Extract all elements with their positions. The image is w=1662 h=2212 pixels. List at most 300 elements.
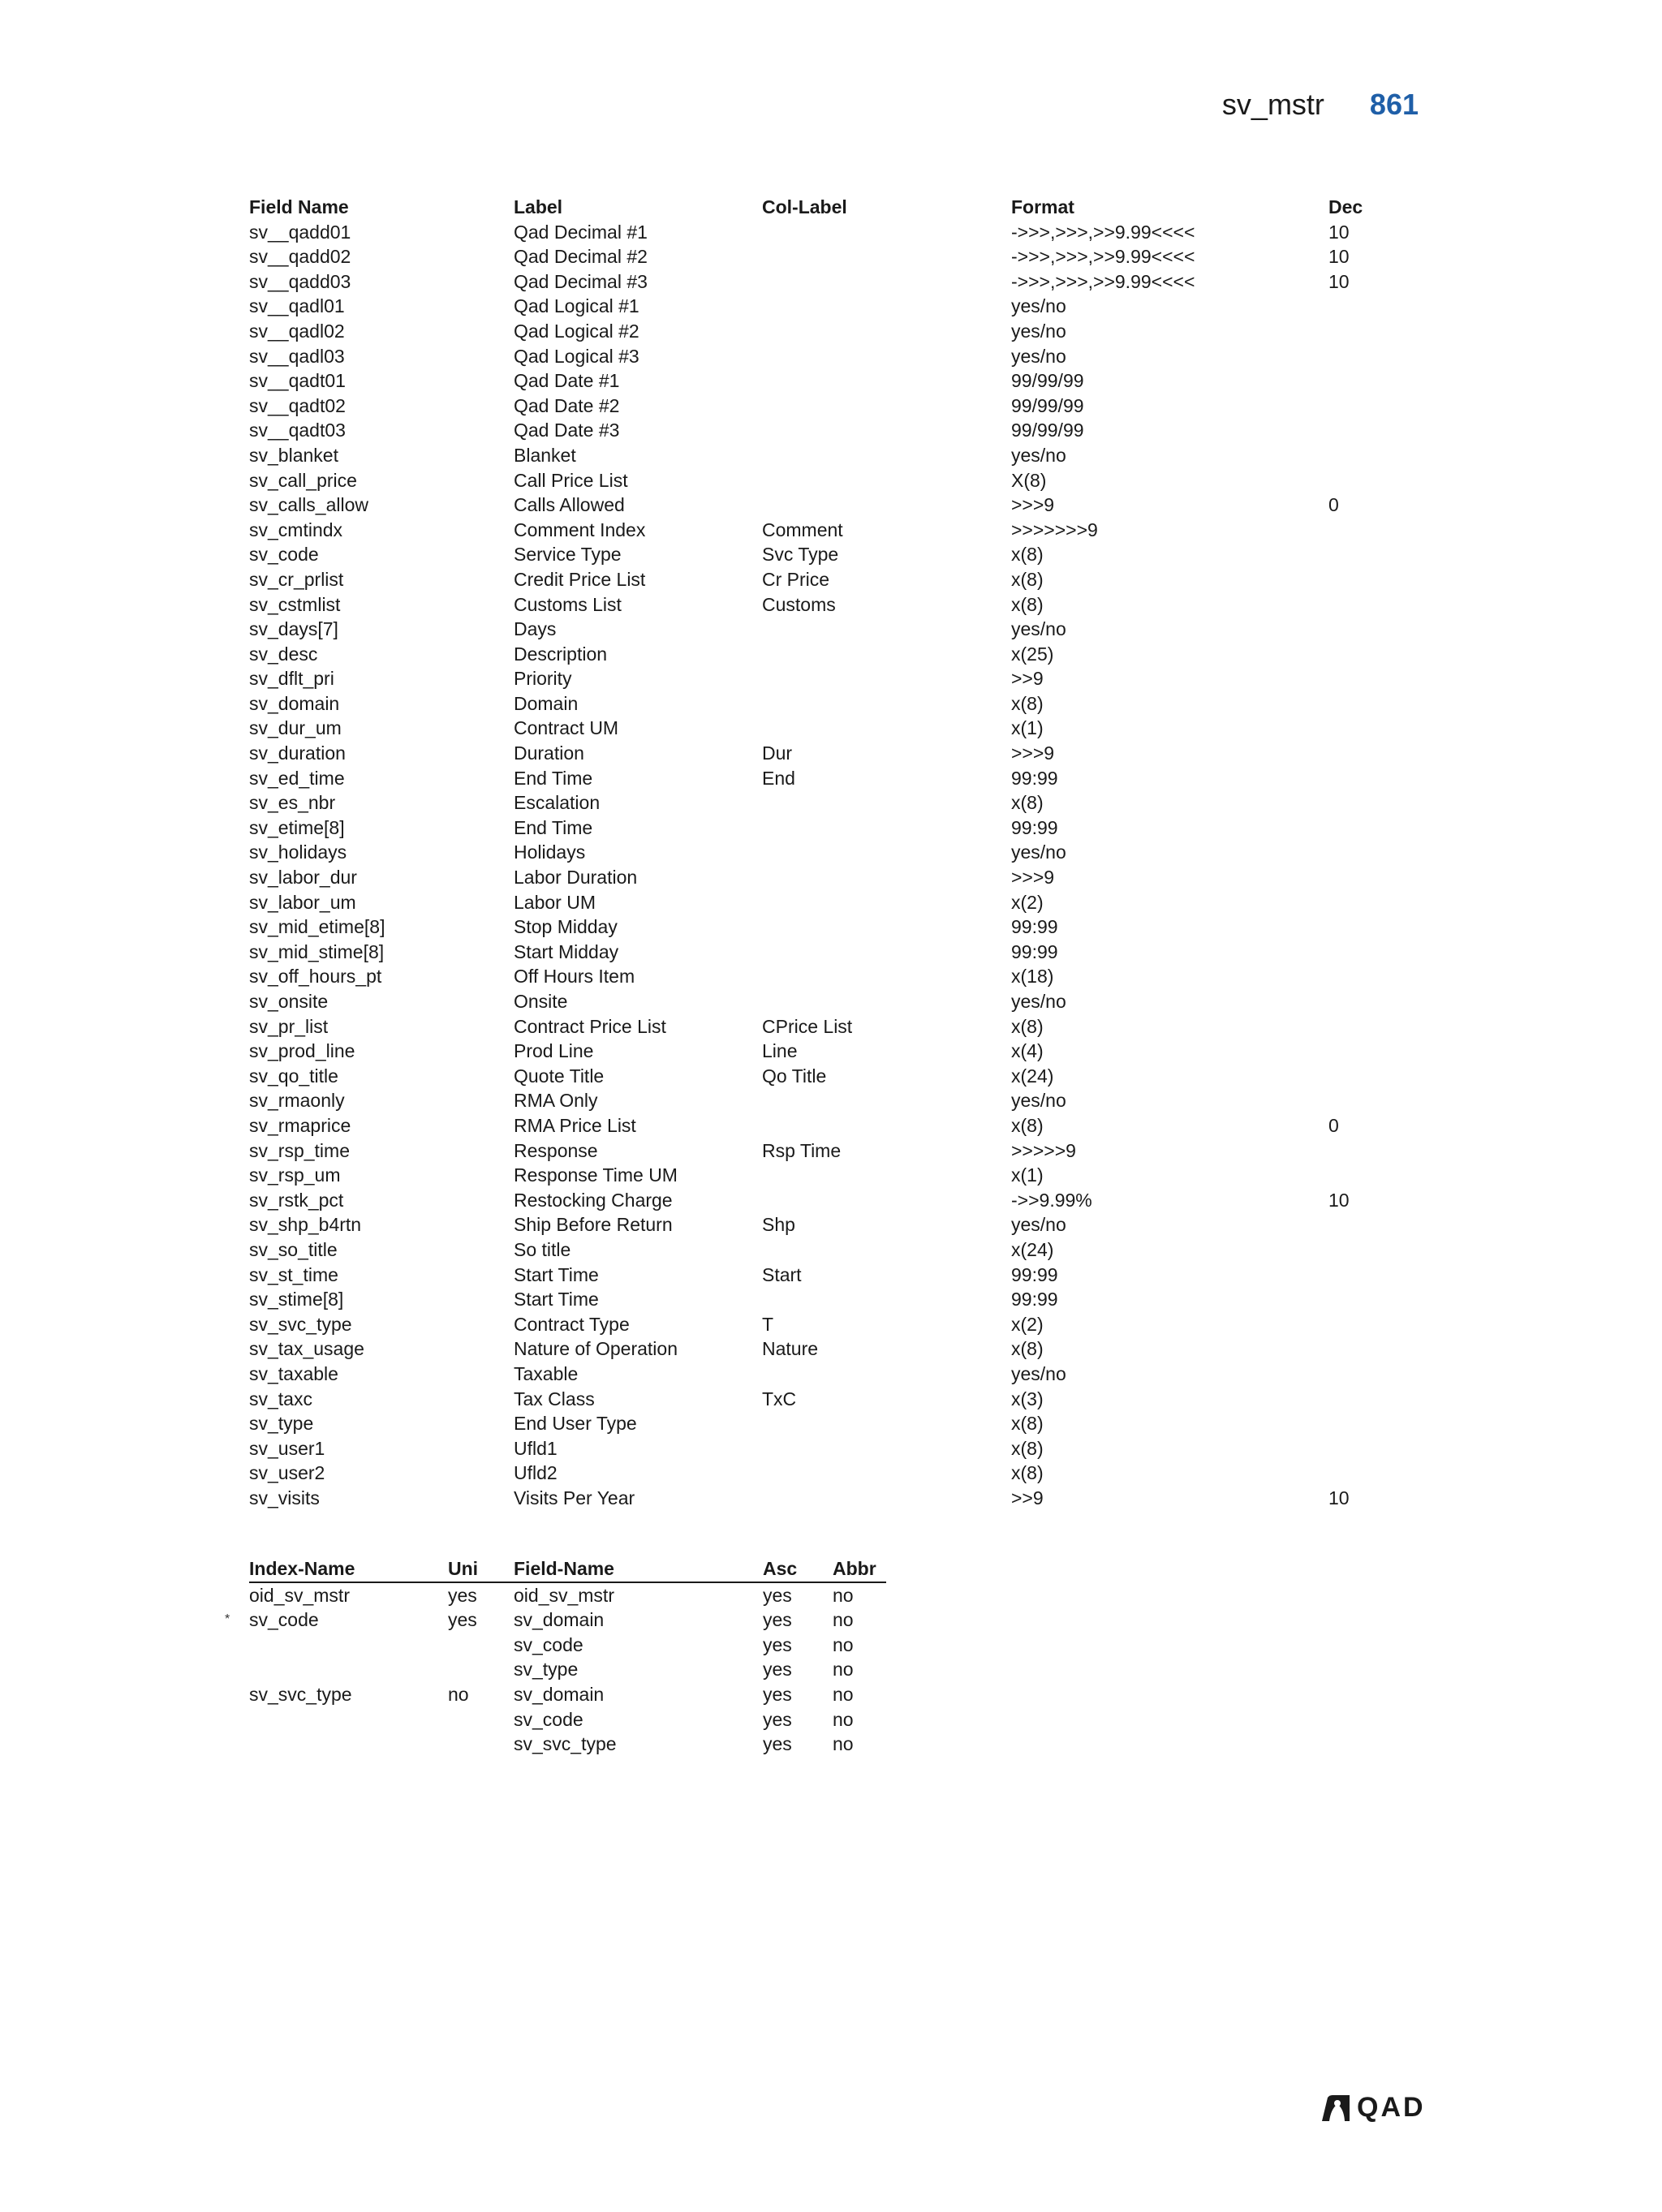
index-name-cell xyxy=(249,1732,448,1757)
primary-index-marker: * xyxy=(225,1612,230,1627)
col-label-cell xyxy=(762,790,1011,816)
label-cell: Start Time xyxy=(514,1289,599,1310)
col-label-cell: Cr Price xyxy=(762,568,830,590)
format-cell: 99:99 xyxy=(1011,940,1058,962)
index-field-cell: sv_type xyxy=(514,1659,579,1681)
format-cell: >>9 xyxy=(1011,668,1044,690)
table-row xyxy=(249,816,1410,841)
format-cell: yes/no xyxy=(1011,841,1066,863)
asc-cell: yes xyxy=(763,1708,792,1730)
label-cell: Qad Decimal #1 xyxy=(514,221,648,243)
format-cell: x(24) xyxy=(1011,1065,1054,1087)
label-cell: Response Time UM xyxy=(514,1164,678,1186)
format-cell: x(8) xyxy=(1011,593,1044,615)
dec-cell xyxy=(1328,592,1410,618)
col-label-cell xyxy=(762,716,1011,741)
col-label-cell: CPrice List xyxy=(762,1015,853,1037)
label-cell: Stop Midday xyxy=(514,916,618,938)
primary-index-marker xyxy=(225,1732,249,1757)
label-cell: Nature of Operation xyxy=(514,1338,678,1360)
index-header-row xyxy=(225,1556,886,1582)
field-name-cell: sv_etime[8] xyxy=(249,816,345,838)
format-cell: yes/no xyxy=(1011,1362,1066,1384)
col-label-cell xyxy=(762,344,1011,369)
label-cell: Holidays xyxy=(514,841,586,863)
dec-cell xyxy=(1328,1138,1410,1164)
field-name-cell: sv_shp_b4rtn xyxy=(249,1214,362,1236)
dec-cell xyxy=(1328,840,1410,865)
col-label-cell: Comment xyxy=(762,519,843,540)
field-name-cell: sv_mid_etime[8] xyxy=(249,916,385,938)
label-cell: Qad Logical #3 xyxy=(514,345,639,367)
primary-index-marker xyxy=(225,1707,249,1732)
format-cell: yes/no xyxy=(1011,444,1066,466)
table-row xyxy=(249,940,1410,965)
col-label-cell xyxy=(762,890,1011,915)
col-field-name: Field Name xyxy=(249,196,349,217)
field-name-cell: sv_blanket xyxy=(249,444,338,466)
label-cell: Comment Index xyxy=(514,519,646,540)
table-row xyxy=(249,1039,1410,1064)
index-name-cell: sv_code xyxy=(249,1609,319,1631)
label-cell: So title xyxy=(514,1238,571,1260)
col-label-cell xyxy=(762,1436,1011,1461)
label-cell: Calls Allowed xyxy=(514,494,625,516)
format-cell: x(8) xyxy=(1011,1114,1044,1136)
format-cell: X(8) xyxy=(1011,469,1047,491)
dec-cell xyxy=(1328,741,1410,766)
dec-cell xyxy=(1328,1436,1410,1461)
col-label-cell xyxy=(762,816,1011,841)
label-cell: Ufld2 xyxy=(514,1462,558,1484)
label-cell: Contract UM xyxy=(514,717,619,739)
dec-cell xyxy=(1328,368,1410,394)
dec-cell xyxy=(1328,790,1410,816)
col-col-label: Col-Label xyxy=(762,196,847,217)
col-label-cell xyxy=(762,964,1011,989)
format-cell: x(2) xyxy=(1011,1313,1044,1335)
format-cell: >>>>>9 xyxy=(1011,1139,1076,1161)
index-table xyxy=(225,1556,886,1757)
table-row xyxy=(249,790,1410,816)
field-name-cell: sv__qadl02 xyxy=(249,320,345,342)
col-label-cell xyxy=(762,666,1011,691)
label-cell: End Time xyxy=(514,767,593,789)
fields-body xyxy=(249,220,1410,1511)
format-cell: yes/no xyxy=(1011,345,1066,367)
dec-cell xyxy=(1328,294,1410,319)
table-row xyxy=(225,1682,886,1707)
field-name-cell: sv_calls_allow xyxy=(249,494,369,516)
format-cell: 99:99 xyxy=(1011,816,1058,838)
table-row xyxy=(249,890,1410,915)
label-cell: Labor Duration xyxy=(514,867,638,889)
label-cell: End Time xyxy=(514,816,593,838)
table-row xyxy=(249,1362,1410,1387)
table-row xyxy=(249,592,1410,618)
field-name-cell: sv_days[7] xyxy=(249,618,338,640)
format-cell: x(18) xyxy=(1011,966,1054,988)
field-name-cell: sv_domain xyxy=(249,692,340,714)
table-row xyxy=(249,766,1410,791)
col-label-cell xyxy=(762,1113,1011,1138)
dec-cell xyxy=(1328,1163,1410,1188)
field-name-cell: sv_cmtindx xyxy=(249,519,343,540)
format-cell: >>9 xyxy=(1011,1487,1044,1508)
col-label-cell xyxy=(762,642,1011,667)
field-name-cell: sv_rstk_pct xyxy=(249,1189,344,1211)
col-label-cell xyxy=(762,294,1011,319)
col-label-cell: TxC xyxy=(762,1388,797,1409)
primary-index-marker xyxy=(225,1657,249,1682)
dec-cell xyxy=(1328,1336,1410,1362)
label-cell: Contract Type xyxy=(514,1313,630,1335)
format-cell: 99:99 xyxy=(1011,1263,1058,1285)
abbr-cell: no xyxy=(833,1708,854,1730)
abbr-cell: no xyxy=(833,1633,854,1655)
label-cell: Restocking Charge xyxy=(514,1189,673,1211)
dec-cell: 0 xyxy=(1328,1114,1339,1136)
abbr-cell: no xyxy=(833,1659,854,1681)
table-row xyxy=(249,1287,1410,1312)
index-field-cell: sv_domain xyxy=(514,1683,605,1705)
table-row xyxy=(249,1014,1410,1039)
field-name-cell: sv__qadd03 xyxy=(249,270,351,292)
dec-cell xyxy=(1328,816,1410,841)
dec-cell xyxy=(1328,666,1410,691)
table-row xyxy=(249,1263,1410,1288)
format-cell: yes/no xyxy=(1011,1090,1066,1112)
field-name-cell: sv_cr_prlist xyxy=(249,568,344,590)
dec-cell: 10 xyxy=(1328,246,1350,268)
field-name-cell: sv_svc_type xyxy=(249,1313,352,1335)
col-label-cell xyxy=(762,269,1011,295)
format-cell: 99:99 xyxy=(1011,916,1058,938)
asc-cell: yes xyxy=(763,1609,792,1631)
qad-logo-text: QAD xyxy=(1357,2092,1426,2123)
primary-index-marker xyxy=(225,1633,249,1658)
index-name-cell: oid_sv_mstr xyxy=(249,1584,350,1606)
asc-cell: yes xyxy=(763,1659,792,1681)
table-row xyxy=(249,716,1410,741)
table-row xyxy=(249,964,1410,989)
col-label-cell: Rsp Time xyxy=(762,1139,842,1161)
format-cell: >>>>>>>9 xyxy=(1011,519,1098,540)
table-row xyxy=(249,691,1410,717)
field-name-cell: sv_qo_title xyxy=(249,1065,338,1087)
format-cell: x(8) xyxy=(1011,792,1044,814)
dec-cell xyxy=(1328,394,1410,419)
primary-index-marker xyxy=(225,1582,249,1608)
dec-cell xyxy=(1328,617,1410,642)
label-cell: Service Type xyxy=(514,544,622,566)
label-cell: Tax Class xyxy=(514,1388,595,1409)
field-name-cell: sv_so_title xyxy=(249,1238,338,1260)
table-row xyxy=(249,1237,1410,1263)
format-cell: x(1) xyxy=(1011,717,1044,739)
primary-index-marker xyxy=(225,1682,249,1707)
unique-cell: no xyxy=(448,1683,469,1705)
fields-table xyxy=(249,195,1410,1510)
label-cell: Days xyxy=(514,618,557,640)
field-name-cell: sv__qadt03 xyxy=(249,420,346,441)
col-label-cell: Dur xyxy=(762,742,793,764)
col-label-cell xyxy=(762,319,1011,344)
format-cell: 99:99 xyxy=(1011,767,1058,789)
page-number: 861 xyxy=(1369,88,1419,121)
asc-cell: yes xyxy=(763,1733,792,1755)
dec-cell: 10 xyxy=(1328,270,1350,292)
col-label-cell xyxy=(762,1486,1011,1511)
dec-cell xyxy=(1328,914,1410,940)
label-cell: Qad Decimal #2 xyxy=(514,246,648,268)
field-name-cell: sv_es_nbr xyxy=(249,792,336,814)
dec-cell xyxy=(1328,418,1410,443)
col-label-cell: Customs xyxy=(762,593,836,615)
table-row xyxy=(249,542,1410,567)
col-index-name: Index-Name xyxy=(249,1556,448,1582)
index-field-cell: sv_svc_type xyxy=(514,1733,617,1755)
col-label-cell xyxy=(762,1163,1011,1188)
dec-cell xyxy=(1328,940,1410,965)
label-cell: Priority xyxy=(514,668,572,690)
index-name-cell xyxy=(249,1707,448,1732)
format-cell: ->>>,>>>,>>9.99<<<< xyxy=(1011,246,1195,268)
table-row xyxy=(249,1163,1410,1188)
dec-cell xyxy=(1328,691,1410,717)
label-cell: Ship Before Return xyxy=(514,1214,673,1236)
field-name-cell: sv_rmaprice xyxy=(249,1114,351,1136)
format-cell: x(8) xyxy=(1011,1462,1044,1484)
unique-cell xyxy=(448,1707,514,1732)
table-row xyxy=(249,294,1410,319)
field-name-cell: sv_taxc xyxy=(249,1388,312,1409)
format-cell: x(8) xyxy=(1011,568,1044,590)
label-cell: Quote Title xyxy=(514,1065,605,1087)
col-uni: Uni xyxy=(448,1556,514,1582)
table-row xyxy=(249,865,1410,890)
format-cell: yes/no xyxy=(1011,320,1066,342)
format-cell: 99/99/99 xyxy=(1011,394,1084,416)
dec-cell xyxy=(1328,766,1410,791)
table-row xyxy=(249,1212,1410,1237)
table-row xyxy=(249,642,1410,667)
field-name-cell: sv__qadl03 xyxy=(249,345,345,367)
table-row xyxy=(249,1411,1410,1436)
table-row xyxy=(249,368,1410,394)
col-label-cell xyxy=(762,1237,1011,1263)
field-name-cell: sv__qadl01 xyxy=(249,295,345,317)
col-label-cell: T xyxy=(762,1313,774,1335)
dec-cell xyxy=(1328,1237,1410,1263)
field-name-cell: sv_stime[8] xyxy=(249,1289,344,1310)
col-label-cell xyxy=(762,220,1011,245)
col-abbr: Abbr xyxy=(833,1556,886,1582)
field-name-cell: sv_labor_dur xyxy=(249,867,357,889)
field-name-cell: sv_ed_time xyxy=(249,767,345,789)
dec-cell: 10 xyxy=(1328,1189,1350,1211)
format-cell: >>>9 xyxy=(1011,742,1055,764)
label-cell: Escalation xyxy=(514,792,601,814)
col-label-cell xyxy=(762,1088,1011,1113)
dec-cell xyxy=(1328,468,1410,493)
format-cell: 99/99/99 xyxy=(1011,420,1084,441)
table-row xyxy=(249,269,1410,295)
field-name-cell: sv_mid_stime[8] xyxy=(249,940,385,962)
index-field-cell: sv_domain xyxy=(514,1609,605,1631)
col-label-cell xyxy=(762,617,1011,642)
label-cell: Blanket xyxy=(514,444,576,466)
dec-cell: 10 xyxy=(1328,1487,1350,1508)
index-name-cell xyxy=(249,1657,448,1682)
field-name-cell: sv_labor_um xyxy=(249,891,356,913)
table-row xyxy=(249,220,1410,245)
col-label-cell xyxy=(762,691,1011,717)
dec-cell xyxy=(1328,1387,1410,1412)
table-row xyxy=(249,468,1410,493)
field-name-cell: sv_prod_line xyxy=(249,1040,355,1062)
label-cell: Off Hours Item xyxy=(514,966,635,988)
index-body xyxy=(225,1582,886,1757)
dec-cell: 10 xyxy=(1328,221,1350,243)
table-row xyxy=(249,1461,1410,1486)
asc-cell: yes xyxy=(763,1683,792,1705)
table-row xyxy=(249,244,1410,269)
unique-cell: yes xyxy=(448,1609,477,1631)
label-cell: Qad Logical #1 xyxy=(514,295,639,317)
format-cell: >>>9 xyxy=(1011,867,1055,889)
table-row xyxy=(249,666,1410,691)
format-cell: x(24) xyxy=(1011,1238,1054,1260)
format-cell: x(3) xyxy=(1011,1388,1044,1409)
label-cell: Start Time xyxy=(514,1263,599,1285)
col-label-cell xyxy=(762,840,1011,865)
col-label: Label xyxy=(514,196,563,217)
col-label-cell: End xyxy=(762,767,795,789)
dec-cell xyxy=(1328,865,1410,890)
dec-cell xyxy=(1328,443,1410,468)
field-name-cell: sv_tax_usage xyxy=(249,1338,364,1360)
dec-cell xyxy=(1328,1212,1410,1237)
format-cell: yes/no xyxy=(1011,991,1066,1012)
dec-cell xyxy=(1328,1461,1410,1486)
dec-cell xyxy=(1328,716,1410,741)
index-marker-header xyxy=(225,1556,249,1582)
col-label-cell: Nature xyxy=(762,1338,819,1360)
format-cell: x(1) xyxy=(1011,1164,1044,1186)
table-row xyxy=(249,1064,1410,1089)
table-name-title: sv_mstr xyxy=(1221,88,1324,121)
table-row xyxy=(249,567,1410,592)
field-name-cell: sv_visits xyxy=(249,1487,320,1508)
col-label-cell xyxy=(762,989,1011,1014)
table-row xyxy=(249,493,1410,518)
col-label-cell xyxy=(762,1362,1011,1387)
col-label-cell xyxy=(762,368,1011,394)
dec-cell xyxy=(1328,1064,1410,1089)
dec-cell xyxy=(1328,1263,1410,1288)
label-cell: End User Type xyxy=(514,1413,637,1435)
field-name-cell: sv__qadd01 xyxy=(249,221,351,243)
format-cell: x(8) xyxy=(1011,1437,1044,1459)
col-label-cell: Start xyxy=(762,1263,802,1285)
table-row xyxy=(249,741,1410,766)
field-name-cell: sv_st_time xyxy=(249,1263,338,1285)
table-row xyxy=(249,394,1410,419)
dec-cell xyxy=(1328,344,1410,369)
label-cell: Onsite xyxy=(514,991,568,1012)
label-cell: Visits Per Year xyxy=(514,1487,635,1508)
col-label-cell xyxy=(762,418,1011,443)
col-label-cell xyxy=(762,1287,1011,1312)
abbr-cell: no xyxy=(833,1683,854,1705)
table-row xyxy=(249,989,1410,1014)
table-row xyxy=(249,1138,1410,1164)
col-format: Format xyxy=(1011,196,1074,217)
label-cell: Customs List xyxy=(514,593,622,615)
format-cell: x(2) xyxy=(1011,891,1044,913)
field-name-cell: sv_dur_um xyxy=(249,717,342,739)
asc-cell: yes xyxy=(763,1584,792,1606)
field-name-cell: sv__qadd02 xyxy=(249,246,351,268)
field-name-cell: sv_user1 xyxy=(249,1437,325,1459)
label-cell: Labor UM xyxy=(514,891,596,913)
col-label-cell: Svc Type xyxy=(762,544,839,566)
label-cell: Qad Date #1 xyxy=(514,370,620,392)
field-name-cell: sv_rsp_time xyxy=(249,1139,350,1161)
unique-cell xyxy=(448,1732,514,1757)
field-name-cell: sv_taxable xyxy=(249,1362,338,1384)
field-name-cell: sv_duration xyxy=(249,742,346,764)
dec-cell xyxy=(1328,890,1410,915)
field-name-cell: sv_off_hours_pt xyxy=(249,966,382,988)
label-cell: Domain xyxy=(514,692,579,714)
format-cell: >>>9 xyxy=(1011,494,1055,516)
dec-cell xyxy=(1328,567,1410,592)
col-label-cell xyxy=(762,865,1011,890)
field-name-cell: sv_desc xyxy=(249,643,318,665)
col-label-cell: Line xyxy=(762,1040,798,1062)
dec-cell xyxy=(1328,518,1410,543)
field-name-cell: sv_pr_list xyxy=(249,1015,329,1037)
index-name-cell: sv_svc_type xyxy=(249,1683,352,1705)
field-name-cell: sv__qadt02 xyxy=(249,394,346,416)
index-field-cell: oid_sv_mstr xyxy=(514,1584,614,1606)
dec-cell xyxy=(1328,989,1410,1014)
label-cell: RMA Price List xyxy=(514,1114,636,1136)
col-label-cell xyxy=(762,394,1011,419)
label-cell: Taxable xyxy=(514,1362,579,1384)
table-row xyxy=(249,914,1410,940)
label-cell: Start Midday xyxy=(514,940,619,962)
abbr-cell: no xyxy=(833,1584,854,1606)
format-cell: yes/no xyxy=(1011,1214,1066,1236)
col-index-field-name: Field-Name xyxy=(514,1556,763,1582)
dec-cell xyxy=(1328,642,1410,667)
label-cell: Prod Line xyxy=(514,1040,594,1062)
format-cell: x(25) xyxy=(1011,643,1054,665)
unique-cell: yes xyxy=(448,1584,477,1606)
index-name-cell xyxy=(249,1633,448,1658)
col-label-cell: Shp xyxy=(762,1214,795,1236)
table-row xyxy=(249,1486,1410,1511)
dec-cell xyxy=(1328,964,1410,989)
dec-cell xyxy=(1328,1362,1410,1387)
table-row xyxy=(225,1657,886,1682)
col-label-cell xyxy=(762,914,1011,940)
col-label-cell xyxy=(762,1411,1011,1436)
table-row xyxy=(249,1113,1410,1138)
